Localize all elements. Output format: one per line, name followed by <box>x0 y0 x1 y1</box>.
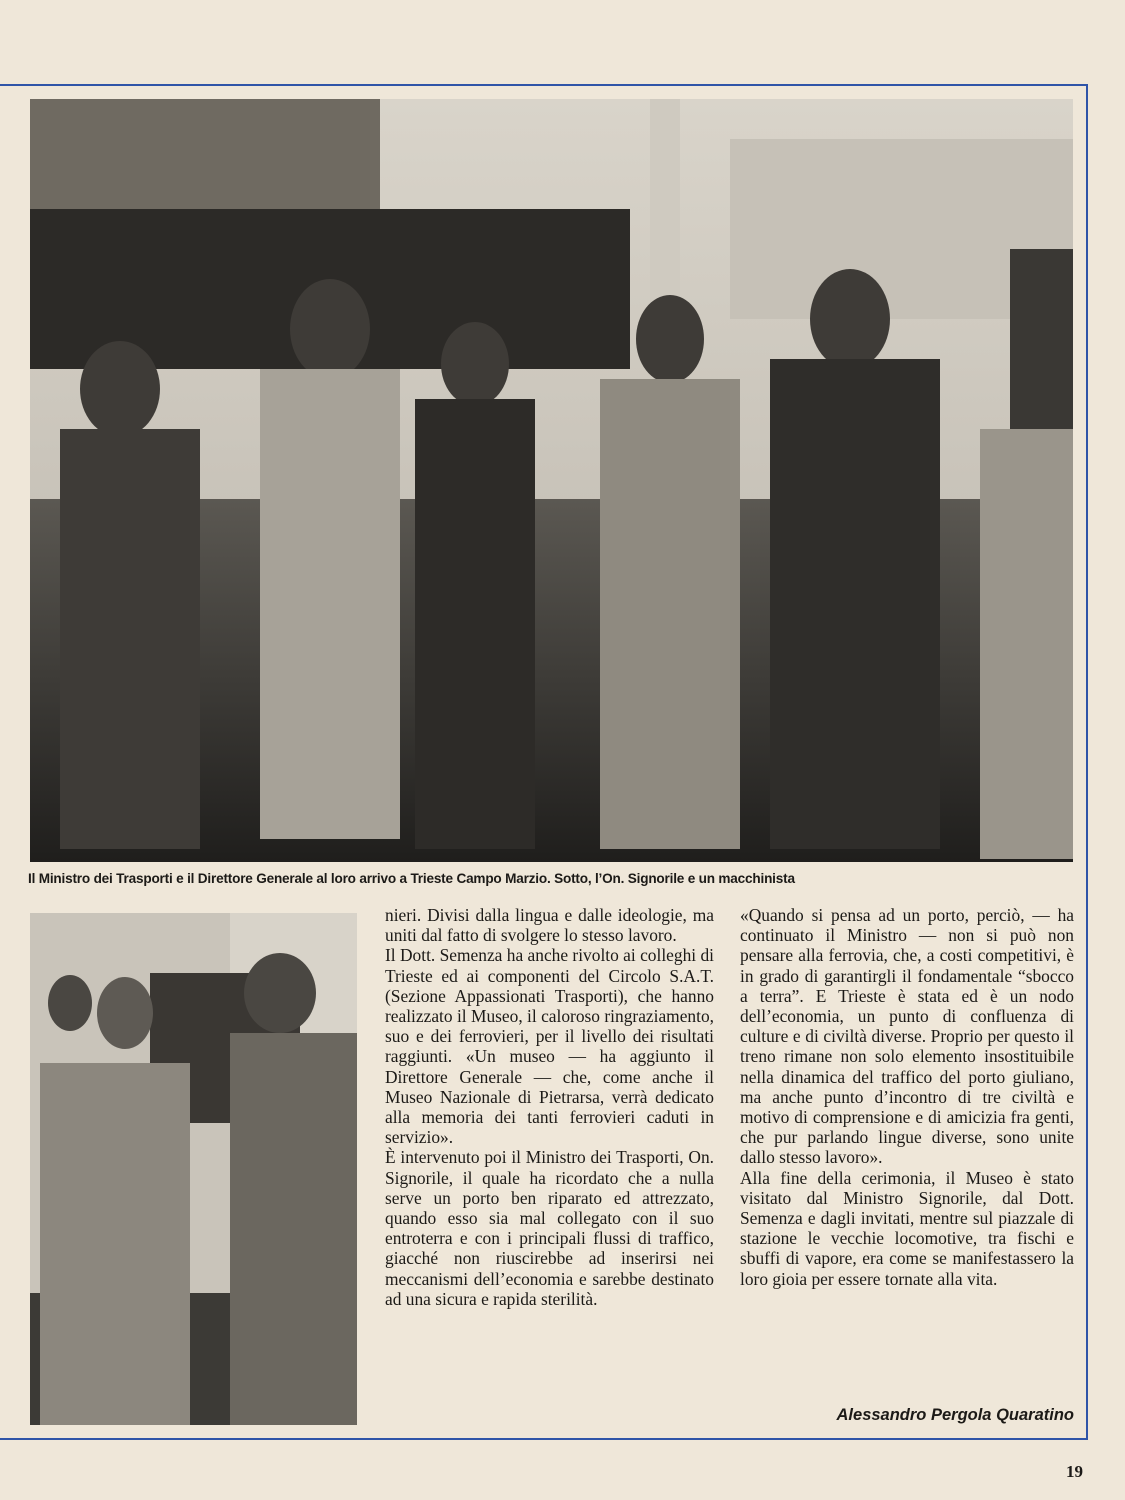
paragraph: Il Dott. Semenza ha anche rivolto ai colleghi di Trieste ed ai componenti del Circolo S.A.T. (Sezione Appassionati Trasporti), che hanno realizzato il Museo, il caloroso ringraziamento, suo e dei ferrovieri, per il livello dei risultati raggiunti. «Un museo — ha aggiunto il Direttore Generale — che, come anche il Museo Nazionale di Pietrarsa, verrà dedicato alla memoria dei tanti ferrovieri caduti in servizio». <box>385 945 714 1148</box>
article-column-right <box>740 905 1074 1289</box>
photo-ministers-arrival <box>30 99 1073 862</box>
paragraph: Alla fine della cerimonia, il Museo è stato visitato dal Ministro Signorile, dal Dott. Semenza e dagli invitati, mentre sul piazzale di stazione le vecchie locomotive, tra fischi e sbuffi di vapore, era come se manifestassero la loro gioia per essere tornate alla vita. <box>740 1167 1074 1289</box>
page-number: 19 <box>1066 1462 1083 1481</box>
article-column-middle <box>385 905 714 1309</box>
photo-signorile-and-driver <box>30 913 357 1425</box>
author-byline: Alessandro Pergola Quaratino <box>836 1406 1074 1424</box>
paragraph: È intervenuto poi il Ministro dei Trasporti, On. Signorile, il quale ha ricordato che a nulla serve un porto ben riparato ed attrezzato, quando esso sia mal collegato con il suo entroterra e con i principali flussi di traffico, giacché non riuscirebbe ad inserirsi nei meccanismi dell’economia e sarebbe destinato ad una sicura e rapida sterilità. <box>385 1147 714 1309</box>
paragraph: nieri. Divisi dalla lingua e dalle ideologie, ma uniti dal fatto di svolgere lo stesso lavoro. <box>385 905 714 946</box>
photo-caption: Il Ministro dei Trasporti e il Direttore Generale al loro arrivo a Trieste Campo Marzio. Sotto, l’On. Signorile e un macchinista <box>28 871 795 886</box>
paragraph: «Quando si pensa ad un porto, perciò, — ha continuato il Ministro — non si può non pensare alla ferrovia, che, a costi competitivi, è in grado di garantirgli il fondamentale “sbocco a terra”. E Trieste è stata ed è un nodo dell’economia, un punto di confluenza di culture e di civiltà diverse. Proprio per questo il treno rimane non solo elemento insostituibile nella dinamica del traffico del porto giuliano, ma anche punto d’incontro di tre civiltà e motivo di comprensione e di amicizia fra genti, che pur parlando lingue diverse, sono unite dallo stesso lavoro». <box>740 905 1074 1168</box>
